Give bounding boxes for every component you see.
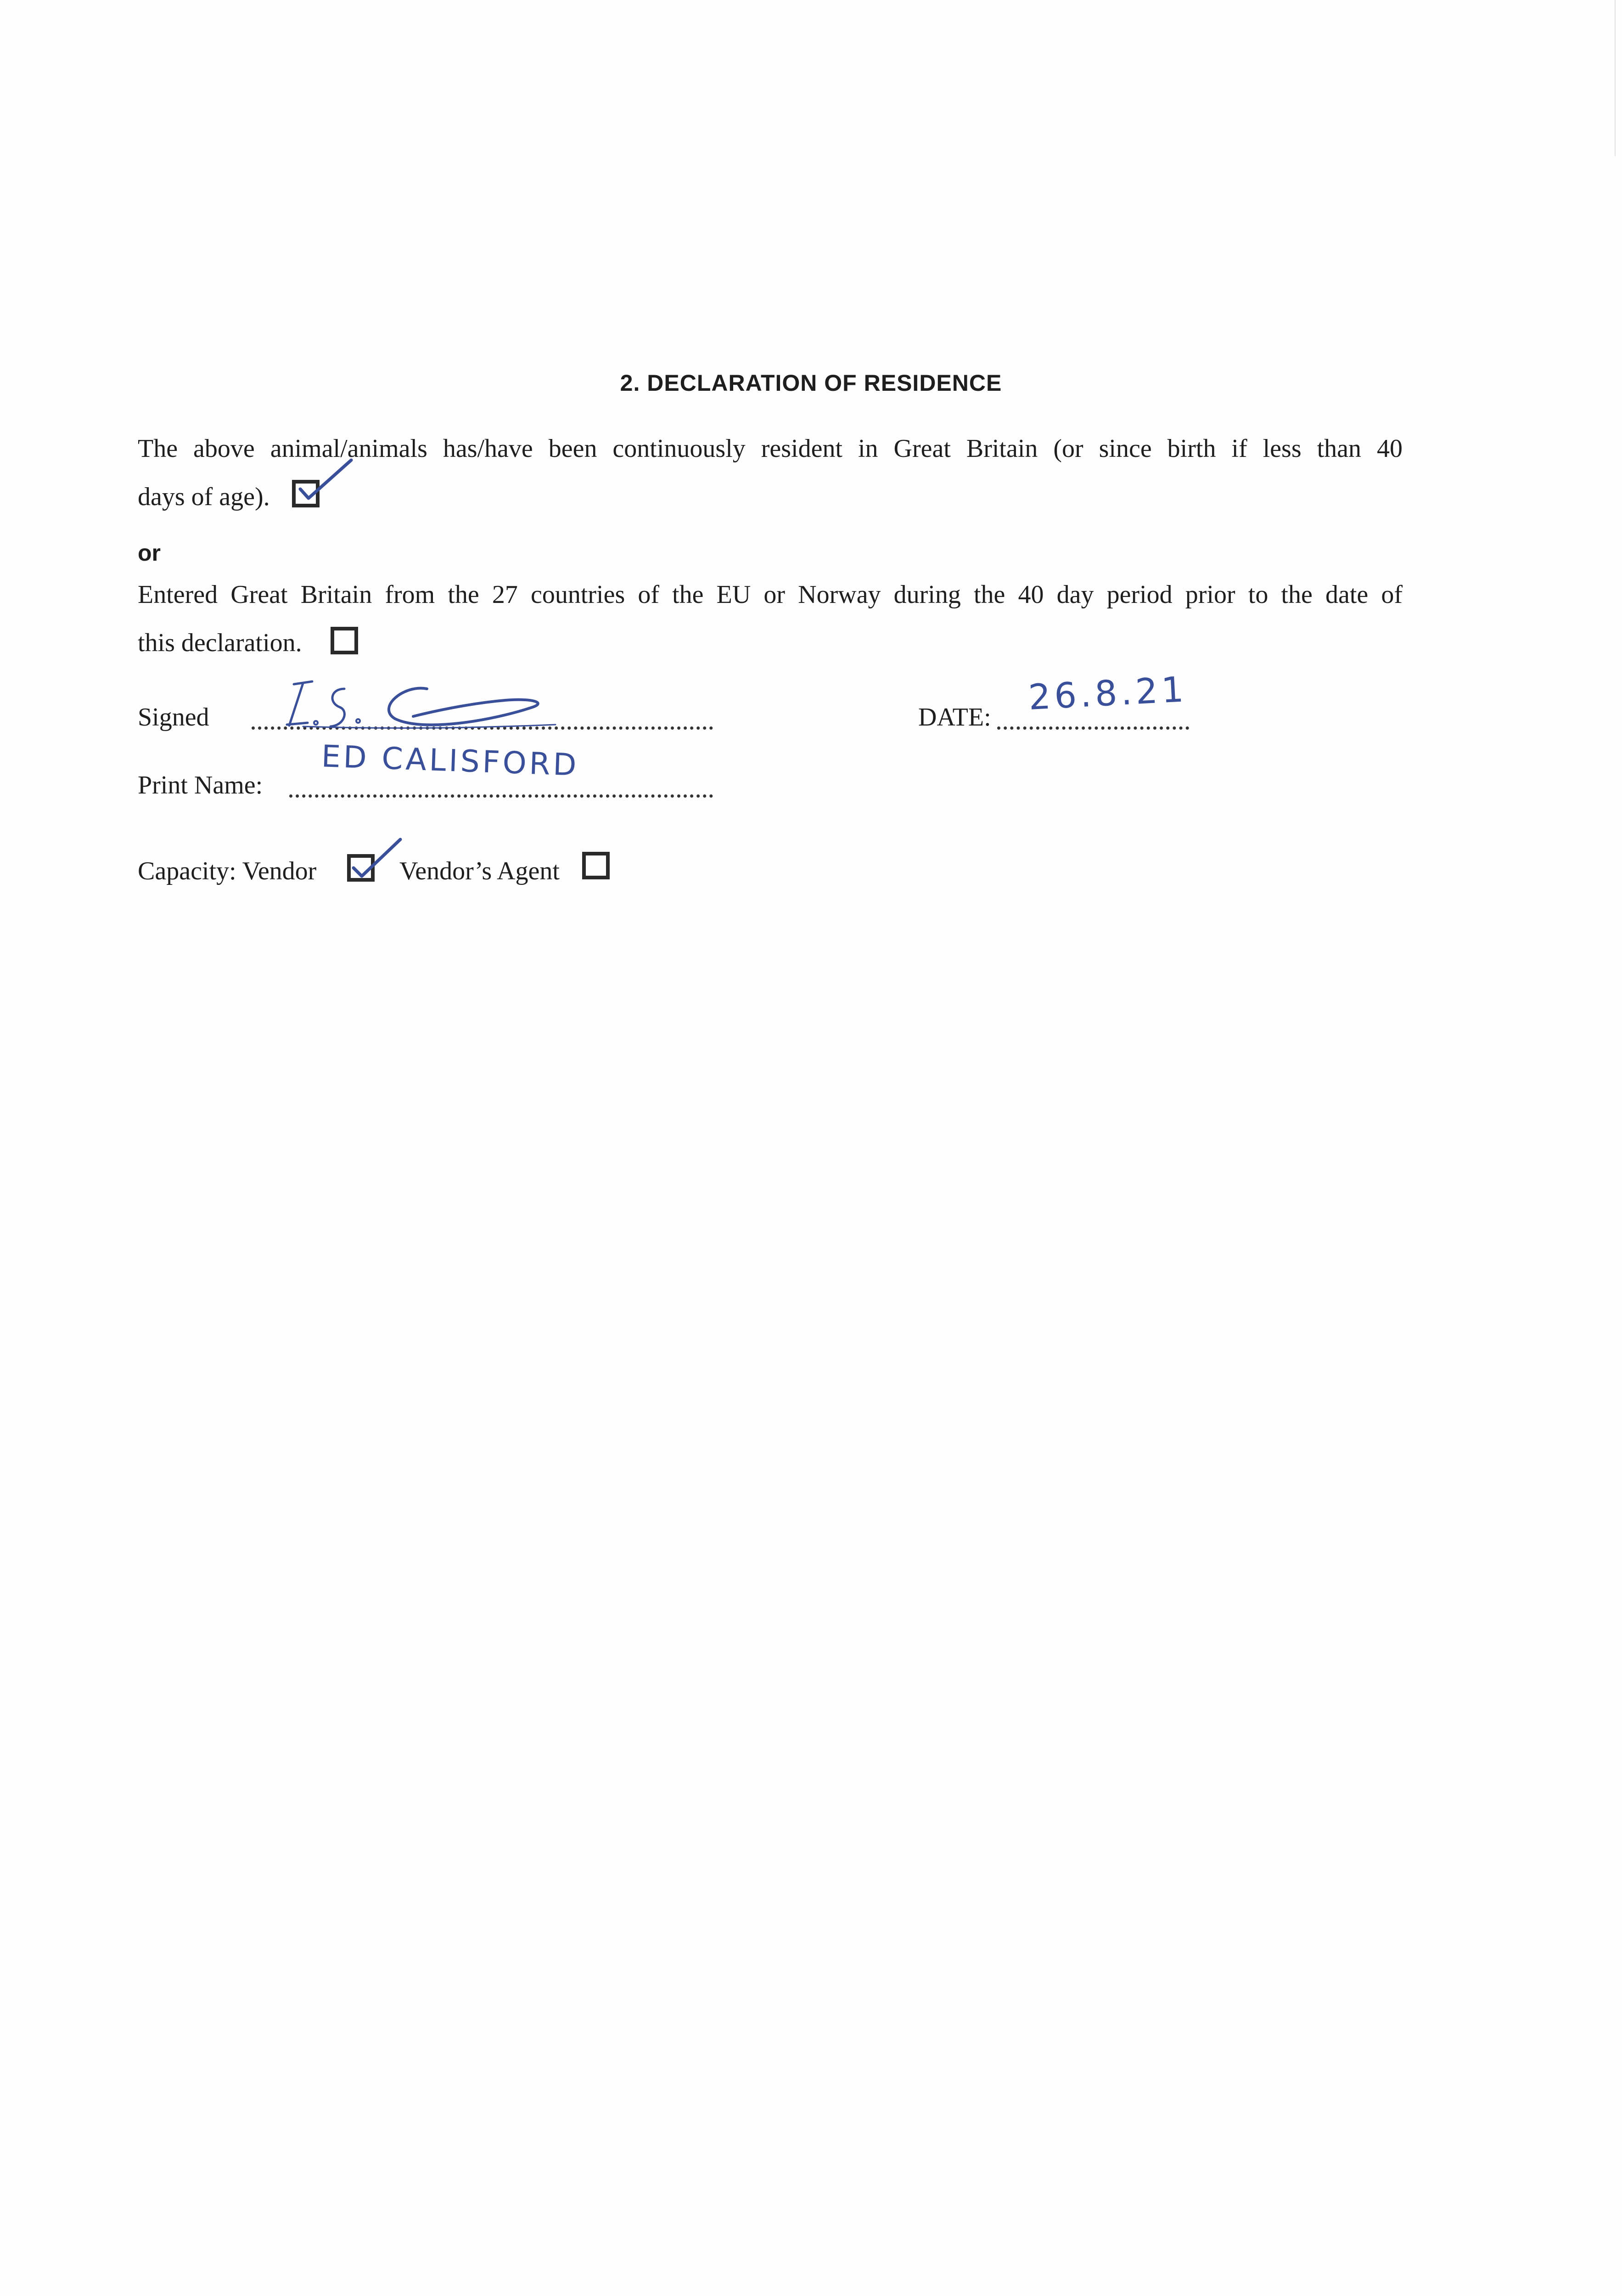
print-name-line [289,794,713,798]
residence-statement-line1: The above animal/animals has/have been continuously resident in Great Britain (or since birth if less than 40 [138,434,1403,463]
vendors-agent-checkbox[interactable] [582,852,610,879]
entered-checkbox[interactable] [331,627,358,654]
capacity-label: Capacity: Vendor [138,857,317,885]
or-separator: or [138,540,161,566]
section-title: 2. DECLARATION OF RESIDENCE [620,370,1002,396]
signed-label: Signed [138,703,209,732]
vendors-agent-label: Vendor’s Agent [399,857,560,885]
entry-statement-line2: this declaration. [138,629,302,657]
date-line [997,726,1189,730]
vendor-checkmark-icon [349,836,404,886]
date-label: DATE: [918,703,991,732]
resident-checkmark-icon [294,455,358,510]
entry-statement-line1: Entered Great Britain from the 27 countries of the EU or Norway during the 40 day period prior to the date of [138,580,1403,609]
print-name-handwritten-value: ED CALISFORD [320,738,580,783]
signature-handwriting [275,675,560,735]
residence-statement-line2: days of age). [138,483,270,511]
date-handwritten-value: 26.8.21 [1027,669,1189,718]
scan-edge [1615,0,1622,156]
print-name-label: Print Name: [138,771,263,799]
